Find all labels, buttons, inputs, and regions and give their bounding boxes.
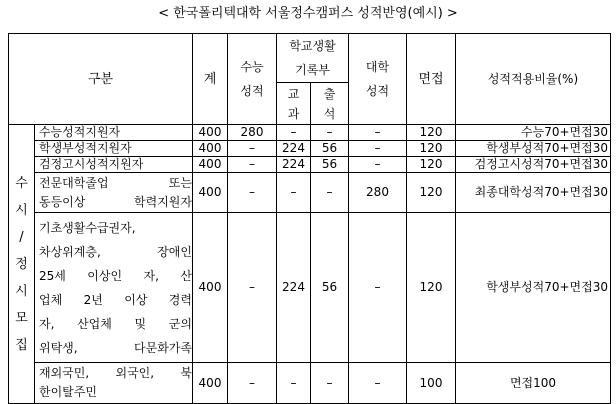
college-cell: 280 (349, 173, 407, 213)
suneung-cell: – (228, 213, 277, 363)
college-cell: – (349, 213, 407, 363)
table-row (9, 157, 611, 173)
applicant-type: 검정고시성적지원자 (35, 157, 193, 173)
attendance-cell: 56 (311, 213, 349, 363)
interview-cell: 120 (407, 125, 456, 141)
table-row (9, 213, 611, 363)
subject-cell: 224 (277, 141, 311, 157)
suneung-cell: – (228, 363, 277, 404)
ratio-cell: 면접100 (456, 363, 611, 404)
header-suneung: 수능 성적 (228, 34, 277, 125)
table-row (9, 173, 611, 213)
header-college-grade: 대학 성적 (349, 34, 407, 125)
subject-cell: – (277, 173, 311, 213)
applicant-type: 학생부성적지원자 (35, 141, 193, 157)
interview-cell: 120 (407, 173, 456, 213)
header-row-1 (9, 34, 611, 59)
ratio-cell: 학생부성적70+면접30 (456, 213, 611, 363)
total-cell: 400 (193, 157, 228, 173)
attendance-cell: – (311, 125, 349, 141)
suneung-cell: – (228, 173, 277, 213)
attendance-cell: – (311, 173, 349, 213)
interview-cell: 120 (407, 157, 456, 173)
table-row (9, 363, 611, 404)
suneung-cell: – (228, 157, 277, 173)
ratio-cell: 검정고시성적70+면접30 (456, 157, 611, 173)
total-cell: 400 (193, 141, 228, 157)
applicant-type: 수능성적지원자 (35, 125, 193, 141)
total-cell: 400 (193, 125, 228, 141)
college-cell: – (349, 125, 407, 141)
attendance-cell: – (311, 363, 349, 404)
applicant-type: 재외국민, 외국인, 북 한이탈주민 (35, 363, 193, 404)
ratio-cell: 수능70+면접30 (456, 125, 611, 141)
group-label-cell: 수 시 / 정 시 모 집 (9, 125, 35, 404)
table-row (9, 125, 611, 141)
college-cell: – (349, 157, 407, 173)
total-cell: 400 (193, 213, 228, 363)
college-cell: – (349, 141, 407, 157)
ratio-cell: 최종대학성적70+면접30 (456, 173, 611, 213)
header-interview: 면접 (407, 34, 456, 125)
suneung-cell: 280 (228, 125, 277, 141)
header-total: 계 (193, 34, 228, 125)
subject-cell: 224 (277, 157, 311, 173)
admissions-score-table (8, 33, 611, 404)
header-subject: 교 과 (277, 83, 311, 125)
interview-cell: 120 (407, 141, 456, 157)
ratio-cell: 학생부성적70+면접30 (456, 141, 611, 157)
header-attendance: 출 석 (311, 83, 349, 125)
suneung-cell: – (228, 141, 277, 157)
applicant-type: 기초생활수급권자, 차상위계층, 장애인 25세 이상인 자, 산 업체 2년 이상 경력 자, 산업체 및 군의 위탁생, 다문화가족 (35, 213, 193, 363)
applicant-type: 전문대학졸업 또는 동등이상 학력지원자 (35, 173, 193, 213)
total-cell: 400 (193, 173, 228, 213)
subject-cell: – (277, 363, 311, 404)
interview-cell: 120 (407, 213, 456, 363)
header-ratio: 성적적용비율(%) (456, 34, 611, 125)
subject-cell: – (277, 125, 311, 141)
header-category: 구분 (9, 34, 193, 125)
total-cell: 400 (193, 363, 228, 404)
interview-cell: 100 (407, 363, 456, 404)
header-school-record: 학교생활 기록부 (277, 34, 349, 83)
attendance-cell: 56 (311, 157, 349, 173)
table-caption: < 한국폴리텍대학 서울정수캠퍼스 성적반영(예시) > (158, 6, 458, 21)
college-cell: – (349, 363, 407, 404)
table-row (9, 141, 611, 157)
subject-cell: 224 (277, 213, 311, 363)
attendance-cell: 56 (311, 141, 349, 157)
